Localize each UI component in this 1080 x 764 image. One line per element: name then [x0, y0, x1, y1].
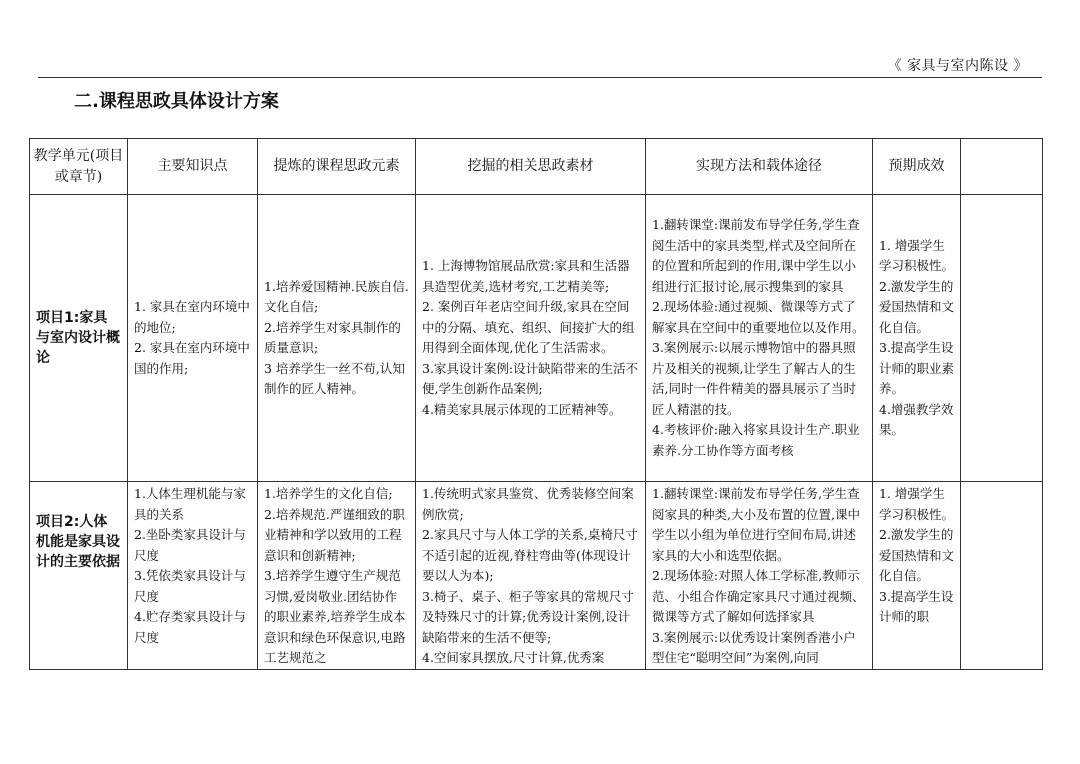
course-design-table	[29, 138, 1043, 670]
methods-cell: 1.翻转课堂:课前发布导学任务,学生查阅家具的种类,大小及布置的位置,课中学生以小组为单位进行空间布局,讲述家具的大小和选型依据。 2.现场体验:对照人体工学标准,教师示范、小组合作确定家具尺寸通过视频、微课等方式了解如何选择家具 3.案例展示:以优秀设计案例香港小户型住宅“聪明空间”为案例,向同	[646, 482, 873, 670]
column-header-elements: 提炼的课程思政元素	[258, 139, 416, 195]
blank-cell	[961, 482, 1043, 670]
table-row	[30, 482, 1043, 670]
elements-cell: 1.培养爱国精神.民族自信.文化自信; 2.培养学生对家具制作的质量意识; 3 培养学生一丝不苟,认知制作的匠人精神。	[258, 195, 416, 482]
header-divider	[38, 77, 1042, 78]
materials-cell: 1.传统明式家具鉴赏、优秀装修空间案例欣赏; 2.家具尺寸与人体工学的关系,桌椅尺寸不适引起的近视,脊柱弯曲等(体现设计要以人为本); 3.椅子、桌子、柜子等家具的常规尺寸及特殊尺寸的计算;优秀设计案例,设计缺陷带来的生活不便等; 4.空间家具摆放,尺寸计算,优秀案	[416, 482, 646, 670]
elements-cell: 1.培养学生的文化自信; 2.培养规范.严谨细致的职业精神和学以致用的工程意识和创新精神; 3.培养学生遵守生产规范习惯,爱岗敬业.团结协作的职业素养,培养学生成本意识和绿色环保意识,电路工艺规范之	[258, 482, 416, 670]
methods-cell: 1.翻转课堂:课前发布导学任务,学生查阅生活中的家具类型,样式及空间所在的位置和所起到的作用,课中学生以小组进行汇报讨论,展示搜集到的家具 2.现场体验:通过视频、微课等方式了解家具在空间中的重要地位以及作用。 3.案例展示:以展示博物馆中的器具照片及相关的视频,让学生了解古人的生活,同时一件件精美的器具展示了当时匠人精湛的技。 4.考核评价:融入将家具设计生产.职业素养.分工协作等方面考核	[646, 195, 873, 482]
knowledge-cell: 1.人体生理机能与家具的关系 2.坐卧类家具设计与尺度 3.凭依类家具设计与尺度 4.贮存类家具设计与尺度	[128, 482, 258, 670]
section-title: 二.课程思政具体设计方案	[74, 91, 279, 112]
column-header-outcomes: 预期成效	[873, 139, 961, 195]
materials-cell: 1. 上海博物馆展品欣赏:家具和生活器具造型优美,选材考究,工艺精美等; 2. 案例百年老店空间升级,家具在空间中的分隔、填充、组织、间接扩大的组用得到全面体现,优化了生活需求。 3.家具设计案例:设计缺陷带来的生活不便,学生创新作品案例; 4.精美家具展示体现的工匠精神等。	[416, 195, 646, 482]
unit-cell: 项目2:人体机能是家具设计的主要依据	[30, 482, 128, 670]
outcomes-cell: 1. 增强学生学习积极性。 2.激发学生的爱国热情和文化自信。 3.提高学生设计师的职	[873, 482, 961, 670]
table-header-row	[30, 139, 1043, 195]
knowledge-cell: 1. 家具在室内环境中的地位; 2. 家具在室内环境中国的作用;	[128, 195, 258, 482]
column-header-materials: 挖掘的相关思政素材	[416, 139, 646, 195]
unit-cell: 项目1:家具与室内设计概论	[30, 195, 128, 482]
column-header-blank	[961, 139, 1043, 195]
blank-cell	[961, 195, 1043, 482]
table-row	[30, 195, 1043, 482]
column-header-methods: 实现方法和载体途径	[646, 139, 873, 195]
column-header-unit: 教学单元(项目或章节)	[30, 139, 128, 195]
outcomes-cell: 1. 增强学生学习积极性。 2.激发学生的爱国热情和文化自信。 3.提高学生设计师的职业素养。 4.增强教学效果。	[873, 195, 961, 482]
document-header-title: 《 家具与室内陈设 》	[887, 58, 1028, 74]
column-header-knowledge: 主要知识点	[128, 139, 258, 195]
